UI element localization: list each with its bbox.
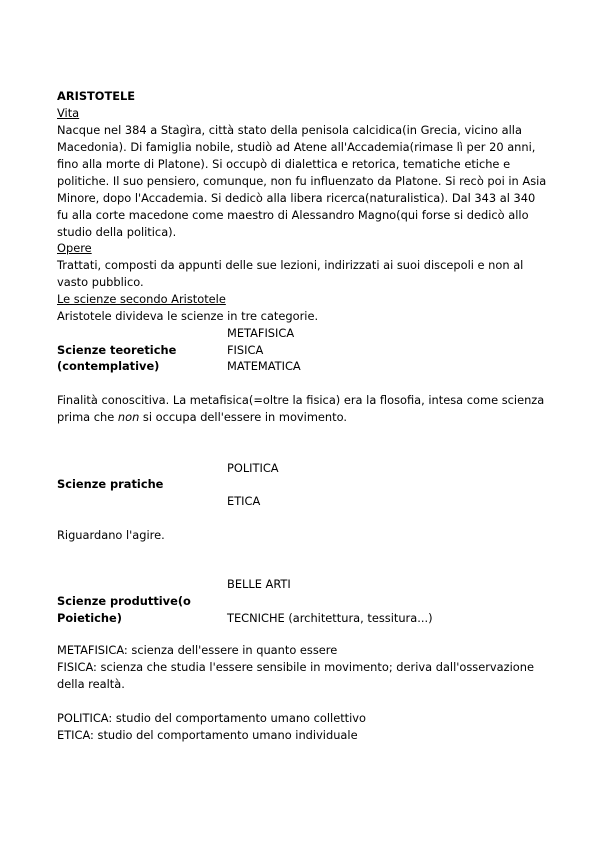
vita-line: Macedonia). Di famiglia nobile, studiò ad Atene all'Accademia(rimase lì per 20 anni, [57, 140, 536, 154]
teoretiche-item: METAFISICA [227, 326, 295, 340]
pratiche-item: POLITICA [227, 461, 279, 475]
note-text: si occupa dell'essere in movimento. [139, 410, 347, 424]
definition-line: POLITICA: studio del comportamento umano collettivo [57, 711, 367, 725]
document-title: ARISTOTELE [57, 89, 136, 103]
teoretiche-item: MATEMATICA [227, 359, 301, 373]
teoretiche-label-sub: (contemplative) [57, 359, 160, 373]
definition-line: FISICA: scienza che studia l'essere sensibile in movimento; deriva dall'osservazione [57, 660, 534, 674]
section-heading-scienze: Le scienze secondo Aristotele [57, 292, 226, 306]
definition-line: ETICA: studio del comportamento umano individuale [57, 728, 358, 742]
vita-line: studio della politica). [57, 225, 177, 239]
pratiche-label: Scienze pratiche [57, 477, 164, 491]
teoretiche-item: FISICA [227, 343, 264, 357]
opere-paragraph [57, 257, 547, 291]
vita-line: Nacque nel 384 a Stagìra, città stato della penisola calcidica(in Grecia, vicino alla [57, 123, 522, 137]
definition-line: della realtà. [57, 677, 125, 691]
note-text: prima che [57, 410, 118, 424]
produttive-label-sub: Poietiche) [57, 611, 122, 625]
teoretiche-note: Finalità conoscitiva. La metafisica(=oltre la fisica) era la flosofia, intesa come scienza [57, 393, 545, 407]
vita-line: fino alla morte di Platone). Si occupò di dialettica e retorica, tematiche etiche e [57, 157, 511, 171]
produttive-item: BELLE ARTI [227, 577, 291, 591]
section-heading-opere: Opere [57, 241, 92, 255]
opere-line: vasto pubblico. [57, 275, 144, 289]
vita-line: politiche. Il suo pensiero, comunque, non fu influenzato da Platone. Si recò poi in Asia [57, 174, 547, 188]
pratiche-note: Riguardano l'agire. [57, 528, 165, 542]
teoretiche-label: Scienze teoretiche [57, 343, 177, 357]
produttive-label: Scienze produttive(o [57, 594, 191, 608]
pratiche-item: ETICA [227, 494, 261, 508]
vita-line: Minore, dopo l'Accademia. Si dedicò alla libera ricerca(naturalistica). Dal 343 al 340 [57, 191, 536, 205]
definition-line: METAFISICA: scienza dell'essere in quanto essere [57, 643, 338, 657]
vita-paragraph [57, 122, 547, 241]
opere-line: Trattati, composti da appunti delle sue lezioni, indirizzati ai suoi discepoli e non al [57, 258, 524, 272]
produttive-item: TECNICHE (architettura, tessitura...) [227, 611, 433, 625]
scienze-intro: Aristotele divideva le scienze in tre categorie. [57, 309, 319, 323]
vita-line: fu alla corte macedone come maestro di Alessandro Magno(qui forse si dedicò allo [57, 208, 529, 222]
section-heading-vita: Vita [57, 106, 80, 120]
note-emphasis: non [117, 410, 140, 424]
teoretiche-note-cont [57, 409, 347, 426]
